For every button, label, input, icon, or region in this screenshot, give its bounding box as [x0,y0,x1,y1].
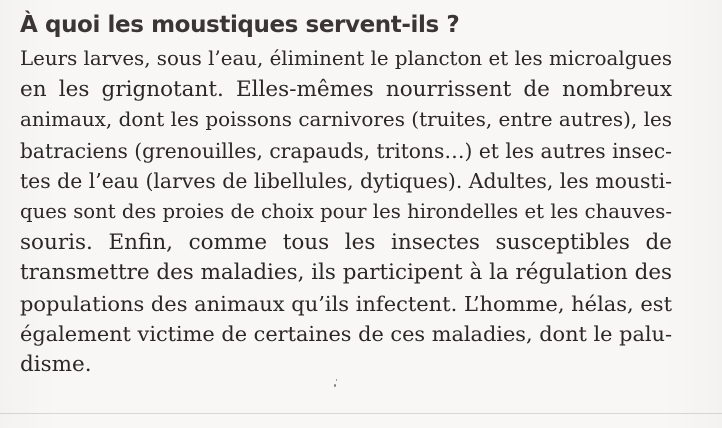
body-line: populations des animaux qu’ils infectent. L’homme, hélas, est [20,291,672,316]
body-line: Leurs larves, sous l’eau, éliminent le plancton et les microalgues [20,47,672,70]
page-edge-shadow [0,413,722,414]
body-line: disme. [20,351,92,377]
body-line: en les grignotant. Elles-mêmes nourrissent de nombreux [20,76,672,102]
body-line: tes de l’eau (larves de libellules, dytiques). Adultes, les mousti- [20,169,672,194]
body-line: ques sont des proies de choix pour les hirondelles et les chauves- [20,199,672,223]
body-line: animaux, dont les poissons carnivores (truites, entre autres), les [20,108,672,132]
scan-speck [336,379,337,381]
article-body [20,44,672,381]
article-title: À quoi les moustiques servent-ils ? [20,12,460,38]
body-line: batraciens (grenouilles, crapauds, tritons…) et les autres insec- [20,138,672,163]
body-line: transmettre des maladies, ils participent à la régulation des [20,260,672,286]
body-line: également victime de certaines de ces maladies, dont le palu- [20,322,672,347]
body-line: souris. Enfin, comme tous les insectes susceptibles de [20,229,672,255]
scan-speck [334,384,336,387]
